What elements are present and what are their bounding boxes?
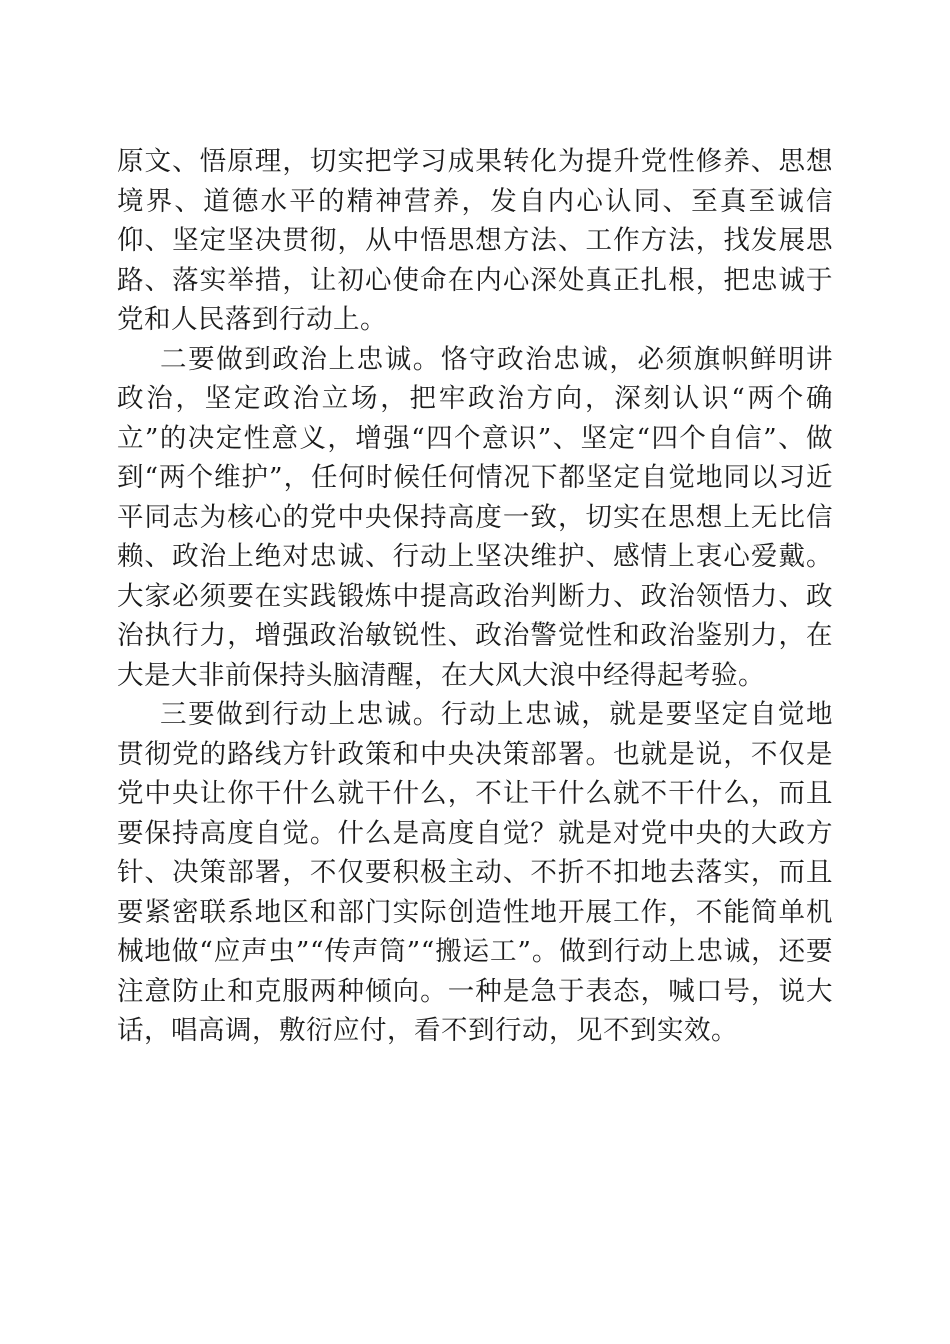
paragraph-continuation: 原文、悟原理，切实把学习成果转化为提升党性修养、思想境界、道德水平的精神营养，发自内心认同、至真至诚信仰、坚定坚决贯彻，从中悟思想方法、工作方法，找发展思路、落实举措，让初心使命在内心深处真正扎根，把忠诚于党和人民落到行动上。 (117, 146, 833, 335)
paragraph-political-loyalty: 二要做到政治上忠诚。恪守政治忠诚，必须旗帜鲜明讲政治，坚定政治立场，把牢政治方向，深刻认识“两个确立”的决定性意义，增强“四个意识”、坚定“四个自信”、做到“两个维护”，任何时候任何情况下都坚定自觉地同以习近平同志为核心的党中央保持高度一致，切实在思想上无比信赖、政治上绝对忠诚、行动上坚决维护、感情上衷心爱戴。大家必须要在实践锻炼中提高政治判断力、政治领悟力、政治执行力，增强政治敏锐性、政治警觉性和政治鉴别力，在大是大非前保持头脑清醒，在大风大浪中经得起考验。 (117, 343, 833, 691)
paragraph-action-loyalty: 三要做到行动上忠诚。行动上忠诚，就是要坚定自觉地贯彻党的路线方针政策和中央决策部署。也就是说，不仅是党中央让你干什么就干什么，不让干什么就不干什么，而且要保持高度自觉。什么是高度自觉？就是对党中央的大政方针、决策部署，不仅要积极主动、不折不扣地去落实，而且要紧密联系地区和部门实际创造性地开展工作，不能简单机械地做“应声虫”“传声筒”“搬运工”。做到行动上忠诚，还要注意防止和克服两种倾向。一种是急于表态，喊口号，说大话，唱高调，敷衍应付，看不到行动，见不到实效。 (117, 699, 833, 1046)
document-body (117, 142, 833, 1051)
